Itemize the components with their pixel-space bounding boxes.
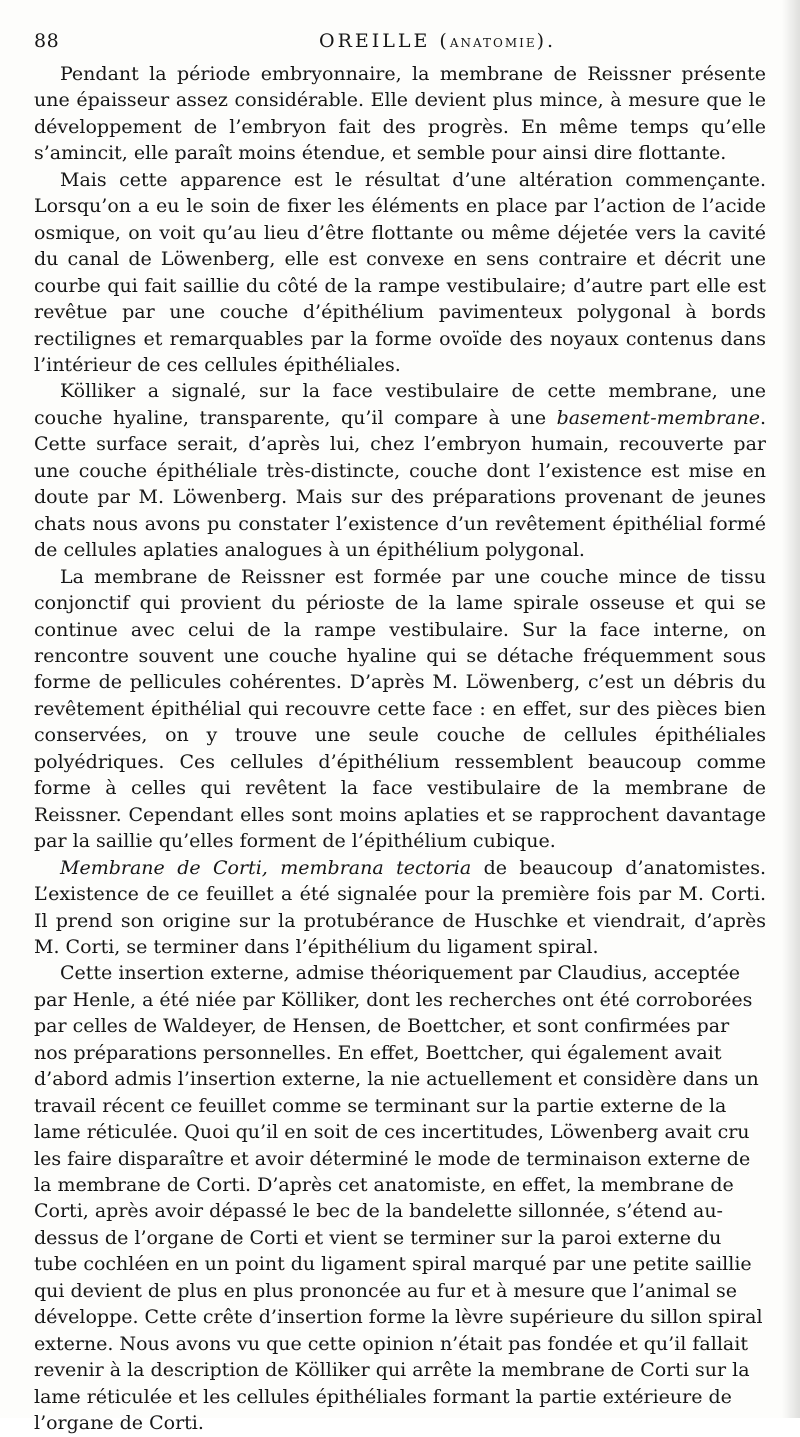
- page-number: 88: [34, 30, 60, 52]
- title-open-paren: (: [430, 30, 450, 52]
- paragraph-4: La membrane de Reissner est formée par une couche mince de tissu conjonctif qui provient du périoste de la lame spirale osseuse et qui se continue avec celui de la rampe vestibulaire. Sur la face interne, on rencontre souvent une couche hyaline qui se détache fréquemment sous forme de pellicules cohérentes. D’après M. Löwenberg, c’est un débris du revêtement épithélial qui recouvre cette face : en effet, sur des pièces bien conservées, on y trouve une seule couche de cellules épithéliales polyédriques. Ces cellules d’épithélium ressemblent beaucoup comme forme à celles qui revêtent la face vestibulaire de la membrane de Reissner. Cependant elles sont moins aplaties et se rapprochent davantage par la saillie qu’elles forment de l’épithélium cubique.: [34, 565, 766, 853]
- page-edge-shadow: [782, 0, 800, 1418]
- paragraph-3-italic-term: basement-membrane: [556, 406, 760, 429]
- running-title: [319, 30, 556, 52]
- running-head: [34, 30, 766, 58]
- title-main: OREILLE: [319, 30, 431, 52]
- paragraph-3: [34, 378, 766, 563]
- title-close-paren: ).: [536, 30, 557, 52]
- paragraph-5-italic-comma: ,: [261, 856, 281, 879]
- paragraph-5-italic-term-2: membrana tectoria: [280, 856, 472, 879]
- paragraph-5-italic-term-1: Membrane de Corti: [60, 856, 262, 879]
- paragraph-1: Pendant la période embryonnaire, la membrane de Reissner présente une épaisseur assez considérable. Elle devient plus mince, à mesure que le développement de l’embryon fait des progrès. En même temps qu’elle s’amincit, elle paraît moins étendue, et semble pour ainsi dire flottante.: [34, 63, 766, 165]
- paragraph-5-text: de beaucoup d’anatomistes. L’existence de ce feuillet a été signalée pour la première fois par M. Corti. Il prend son origine sur la protubérance de Huschke et viendrait, d’après M. Corti, se terminer dans l’épithélium du ligament spiral.: [34, 856, 766, 958]
- paragraph-6: Cette insertion externe, admise théoriquement par Claudius, acceptée par Henle, a été niée par Kölliker, dont les recherches ont été corroborées par celles de Waldeyer, de Hensen, de Boettcher, et sont confirmées par nos préparations personnelles. En effet, Boettcher, qui également avait d’abord admis l’insertion externe, la nie actuellement et considère dans un travail récent ce feuillet comme se terminant sur la partie externe de la lame réticulée. Quoi qu’il en soit de ces incertitudes, Löwenberg avait cru les faire disparaître et avoir déterminé le mode de terminaison externe de la membrane de Corti. D’après cet anatomiste, en effet, la membrane de Corti, après avoir dépassé le bec de la bandelette sillonnée, s’étend au-dessus de l’organe de Corti et vient se terminer sur la paroi externe du tube cochléen en un point du ligament spiral marqué par une petite saillie qui devient de plus en plus prononcée au fur et à mesure que l’animal se développe. Cette crête d’insertion forme la lèvre supérieure du sillon spiral externe. Nous avons vu que cette opinion n’était pas fondée et qu’il fallait revenir à la description de Kölliker qui arrête la membrane de Corti sur la lame réticulée et les cellules épithéliales formant la partie extérieure de l’organe de Corti.: [34, 962, 763, 1435]
- paragraph-2: Mais cette apparence est le résultat d’une altération commençante. Lorsqu’on a eu le soin de fixer les éléments en place par l’action de l’acide osmique, on voit qu’au lieu d’être flottante ou même déjetée vers la cavité du canal de Löwenberg, elle est convexe en sens contraire et décrit une courbe qui fait saillie du côté de la rampe vestibulaire; d’autre part elle est revêtue par une couche d’épithélium pavimenteux polygonal à bords rectilignes et remarquables par la forme ovoïde des noyaux contenus dans l’intérieur de ces cellules épithéliales.: [34, 168, 766, 376]
- paragraph-5: [34, 855, 766, 961]
- body-text: [34, 61, 766, 1437]
- paragraph-3-text-a: Kölliker a signalé, sur la face vestibulaire de cette membrane, une couche hyaline, transparente, qu’il compare à une: [34, 380, 766, 429]
- title-subtitle: ANATOMIE: [449, 36, 537, 50]
- paragraph-3-text-b: . Cette surface serait, d’après lui, chez l’embryon humain, recouverte par une couche épithéliale très-distincte, couche dont l’existence est mise en doute par M. Löwenberg. Mais sur des préparations provenant de jeunes chats nous avons pu constater l’existence d’un revêtement épithélial formé de cellules aplaties analogues à un épithélium polygonal.: [34, 406, 766, 562]
